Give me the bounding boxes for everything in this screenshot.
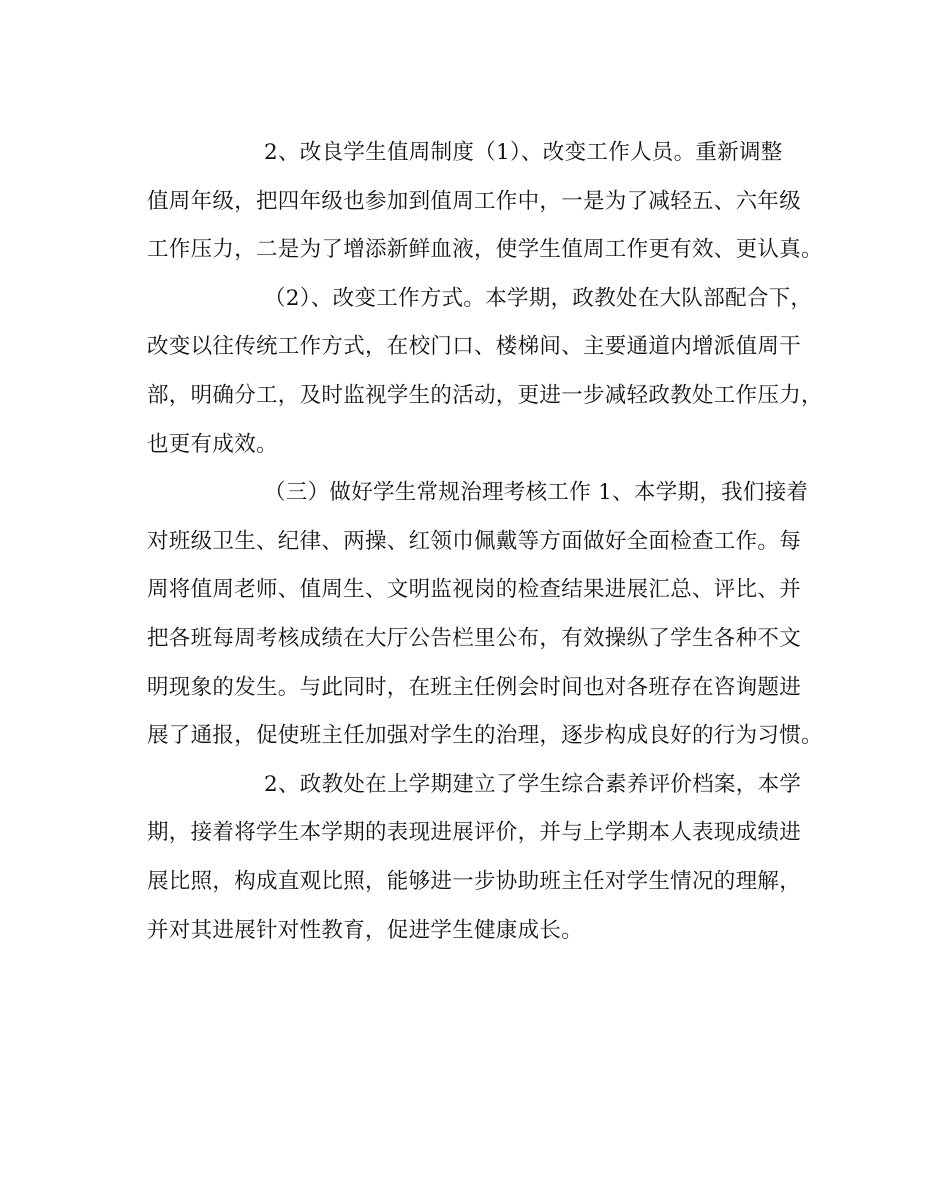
paragraph-4-line-3: 展比照，构成直观比照，能够进一步协助班主任对学生情况的理解， <box>147 868 802 894</box>
paragraph-1-line-1: 2、改良学生值周制度（1）、改变工作人员。重新调整 <box>264 140 783 165</box>
paragraph-2-line-3: 部，明确分工，及时监视学生的活动，更进一步减轻政教处工作压力， <box>147 382 823 408</box>
paragraph-1-line-2: 值周年级，把四年级也参加到值周工作中，一是为了减轻五、六年级 <box>147 188 802 214</box>
document-body <box>147 129 827 955</box>
paragraph-2-line-1: （2）、改变工作方式。本学期，政教处在大队部配合下， <box>264 285 813 311</box>
paragraph-3-line-3: 周将值周老师、值周生、文明监视岗的检查结果进展汇总、评比、并 <box>147 577 802 603</box>
paragraph-4-line-4: 并对其进展针对性教育，促进学生健康成长。 <box>147 917 584 943</box>
paragraph-3-line-1: （三）做好学生常规治理考核工作 1、本学期，我们接着 <box>264 480 809 506</box>
paragraph-4-line-1: 2、政教处在上学期建立了学生综合素养评价档案，本学 <box>264 771 802 797</box>
paragraph-3-line-2: 对班级卫生、纪律、两操、红领巾佩戴等方面做好全面检查工作。每 <box>147 528 802 554</box>
paragraph-4-line-2: 期，接着将学生本学期的表现进展评价，并与上学期本人表现成绩进 <box>147 820 802 846</box>
paragraph-2-line-2: 改变以往传统工作方式，在校门口、楼梯间、主要通道内增派值周干 <box>147 334 802 360</box>
paragraph-3-line-6: 展了通报，促使班主任加强对学生的治理，逐步构成良好的行为习惯。 <box>147 723 823 749</box>
paragraph-3-line-5: 明现象的发生。与此同时，在班主任例会时间也对各班存在咨询题进 <box>147 674 802 700</box>
paragraph-3-line-4: 把各班每周考核成绩在大厅公告栏里公布，有效操纵了学生各种不文 <box>147 625 802 651</box>
paragraph-1-line-3: 工作压力，二是为了增添新鲜血液，使学生值周工作更有效、更认真。 <box>147 237 823 263</box>
paragraph-2-line-4: 也更有成效。 <box>147 431 278 457</box>
